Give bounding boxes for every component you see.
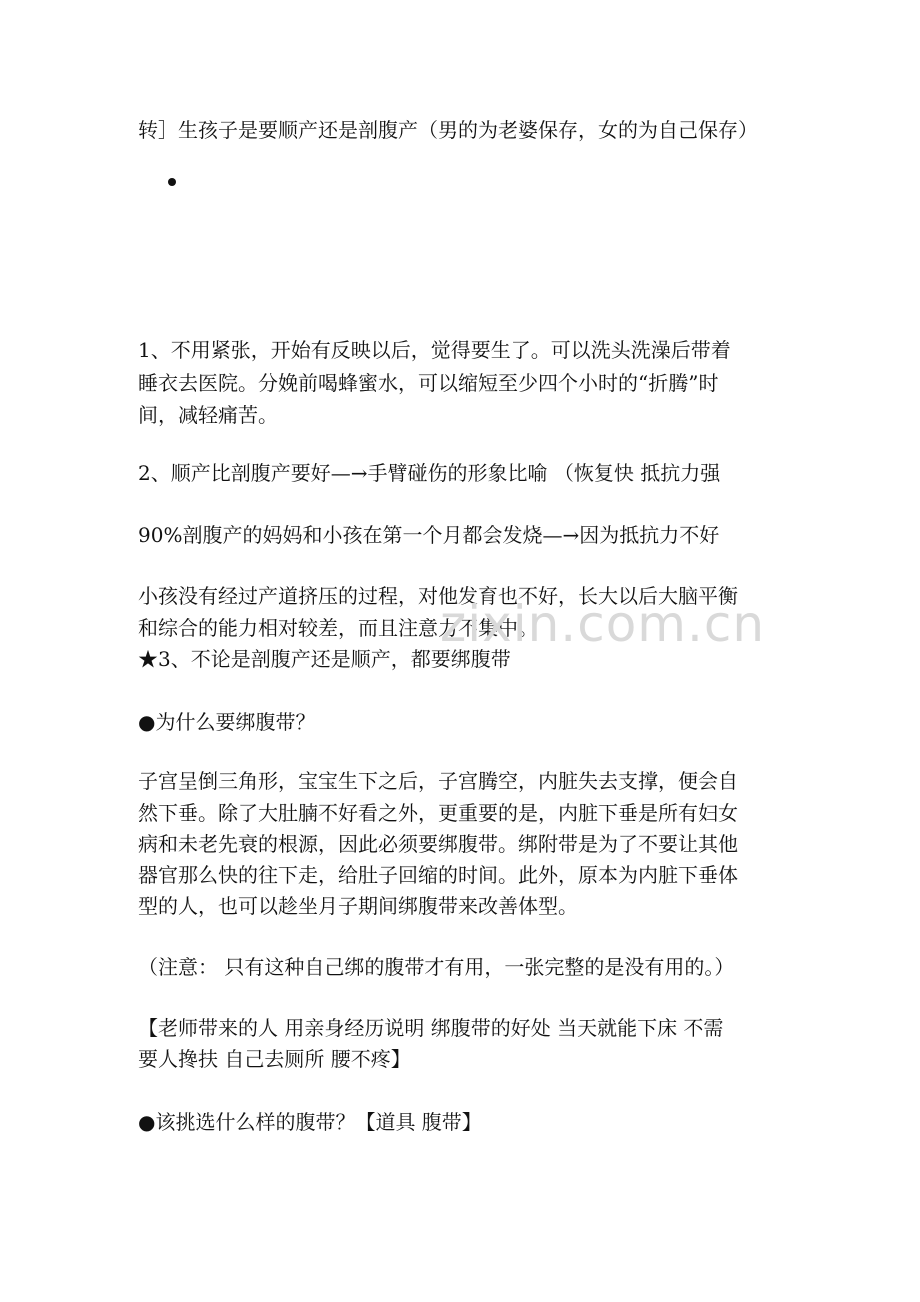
section-heading-choose: ●该挑选什么样的腹带？【道具 腹带】 xyxy=(138,1110,482,1134)
paragraph-7-line-2: 然下垂。除了大肚腩不好看之外，更重要的是，内脏下垂是所有妇女 xyxy=(138,801,738,825)
paragraph-4-line-1: 小孩没有经过产道挤压的过程，对他发育也不好，长大以后大脑平衡 xyxy=(138,584,738,608)
paragraph-9-line-2: 要人搀扶 自己去厕所 腰不疼】 xyxy=(138,1047,411,1071)
paragraph-1-line-3: 间，减轻痛苦。 xyxy=(138,403,278,427)
bullet-dot xyxy=(168,178,176,186)
watermark: zixin.com.cn xyxy=(440,595,766,653)
paragraph-7-line-5: 型的人，也可以趁坐月子期间绑腹带来改善体型。 xyxy=(138,894,578,918)
section-heading-why: ●为什么要绑腹带？ xyxy=(138,710,316,734)
paragraph-3: 90%剖腹产的妈妈和小孩在第一个月都会发烧—→因为抵抗力不好 xyxy=(138,523,720,547)
paragraph-1-line-2: 睡衣去医院。分娩前喝蜂蜜水，可以缩短至少四个小时的“折腾”时 xyxy=(138,371,719,395)
paragraph-5: ★3、不论是剖腹产还是顺产，都要绑腹带 xyxy=(138,647,511,671)
paragraph-4-line-2: 和综合的能力相对较差，而且注意力不集中。 xyxy=(138,616,538,640)
paragraph-7-line-1: 子宫呈倒三角形，宝宝生下之后，子宫腾空，内脏失去支撑，便会自 xyxy=(138,769,738,793)
paragraph-7-line-4: 器官那么快的往下走，给肚子回缩的时间。此外，原本为内脏下垂体 xyxy=(138,863,738,887)
paragraph-8-note: （注意： 只有这种自己绑的腹带才有用，一张完整的是没有用的。） xyxy=(138,955,735,979)
paragraph-7-line-3: 病和未老先衰的根源，因此必须要绑腹带。绑附带是为了不要让其他 xyxy=(138,832,738,856)
paragraph-1-line-1: 1、不用紧张，开始有反映以后，觉得要生了。可以洗头洗澡后带着 xyxy=(138,338,731,362)
paragraph-2: 2、顺产比剖腹产要好—→手臂碰伤的形象比喻 （恢复快 抵抗力强 xyxy=(138,461,721,485)
document-title: 转］生孩子是要顺产还是剖腹产（男的为老婆保存，女的为自己保存） xyxy=(138,118,758,142)
paragraph-9-line-1: 【老师带来的人 用亲身经历说明 绑腹带的好处 当天就能下床 不需 xyxy=(138,1016,724,1040)
